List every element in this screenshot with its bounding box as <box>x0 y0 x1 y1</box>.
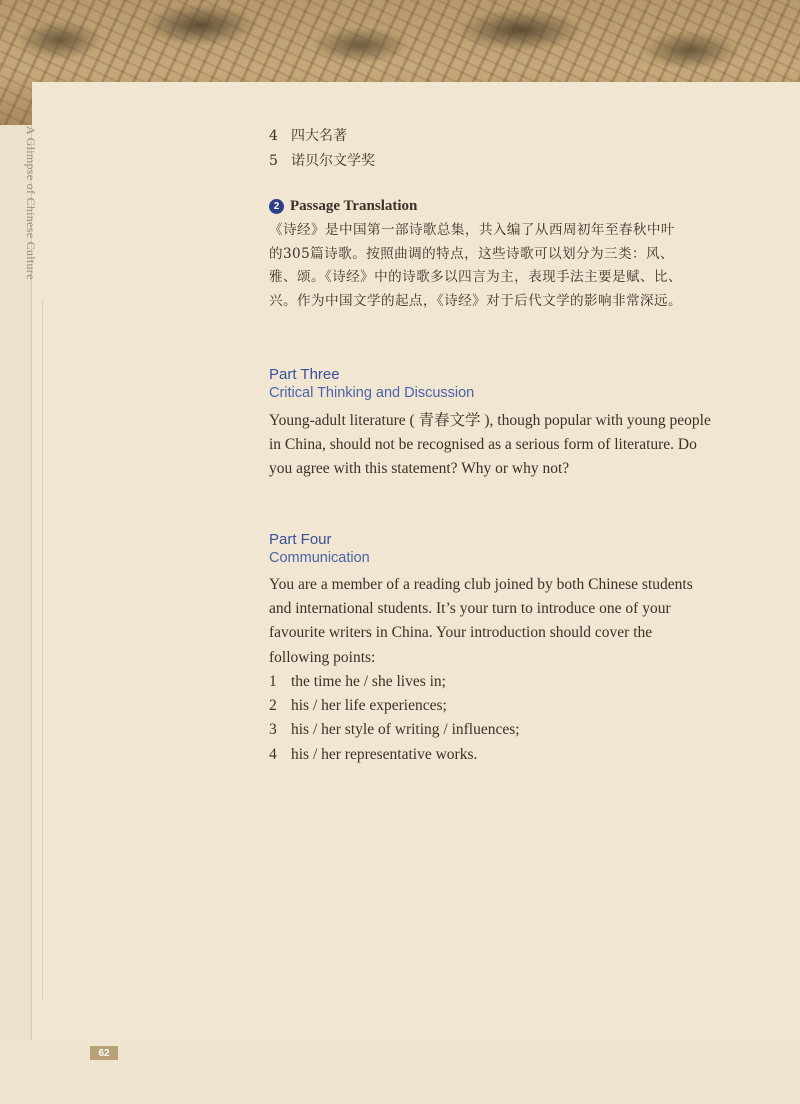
passage-translation-heading <box>269 198 417 215</box>
passage-translation-title: Passage Translation <box>290 198 418 214</box>
passage-line: 兴。作为中国文学的起点，《诗经》对于后代文学的影响非常深远。 <box>269 293 683 310</box>
list-item <box>269 718 520 742</box>
list-item-number: 2 <box>269 697 277 715</box>
page-number: 62 <box>90 1046 118 1060</box>
list-item <box>269 125 347 145</box>
section-number-badge: 2 <box>269 199 284 214</box>
passage-line: 雅、颂。《诗经》中的诗歌多以四言为主，表现手法主要是赋、比、 <box>269 269 683 286</box>
list-item-number: 1 <box>269 673 277 690</box>
part-four-text <box>269 573 769 670</box>
part-three-title: Part Three <box>269 366 340 383</box>
paragraph-line: Young-adult literature ( 青春文学 ), though popular with young people <box>269 412 711 429</box>
bottom-margin <box>0 1040 800 1104</box>
list-item <box>269 670 520 694</box>
list-item-number: 4 <box>269 745 277 763</box>
list-item-text: his / her style of writing / influences; <box>291 721 520 739</box>
passage-line: 的305篇诗歌。按照曲调的特点，这些诗歌可以划分为三类：风、 <box>269 245 674 262</box>
paragraph-line: following points: <box>269 648 376 666</box>
part-four-title: Part Four <box>269 531 332 548</box>
part-three-text <box>269 409 769 482</box>
list-item <box>269 743 520 767</box>
paragraph-line: favourite writers in China. Your introduction should cover the <box>269 624 653 642</box>
spine-divider <box>42 300 43 1000</box>
passage-chinese-text <box>269 219 765 314</box>
list-item-number: 4 <box>269 128 278 144</box>
paragraph-line: you agree with this statement? Why or why not? <box>269 460 570 478</box>
spine-title: A Glimpse of Chinese Culture <box>24 126 38 280</box>
paragraph-line: and international students. It’s your turn to introduce one of your <box>269 600 671 618</box>
part-four-subtitle: Communication <box>269 550 370 566</box>
list-item <box>269 150 375 170</box>
list-item-number: 3 <box>269 721 277 739</box>
list-item-number: 5 <box>269 153 278 169</box>
list-item-text: his / her representative works. <box>291 745 478 763</box>
list-item-text: 诺贝尔文学奖 <box>291 153 375 169</box>
list-item-text: 四大名著 <box>291 128 347 144</box>
list-item-text: the time he / she lives in; <box>291 673 446 690</box>
list-item <box>269 694 520 718</box>
communication-points <box>269 670 520 767</box>
paragraph-line: in China, should not be recognised as a serious form of literature. Do <box>269 436 697 454</box>
passage-line: 《诗经》是中国第一部诗歌总集，共入编了从西周初年至春秋中叶 <box>269 222 675 238</box>
list-item-text: his / her life experiences; <box>291 697 447 715</box>
paragraph-line: You are a member of a reading club joined by both Chinese students <box>269 576 693 593</box>
part-three-subtitle: Critical Thinking and Discussion <box>269 385 475 401</box>
